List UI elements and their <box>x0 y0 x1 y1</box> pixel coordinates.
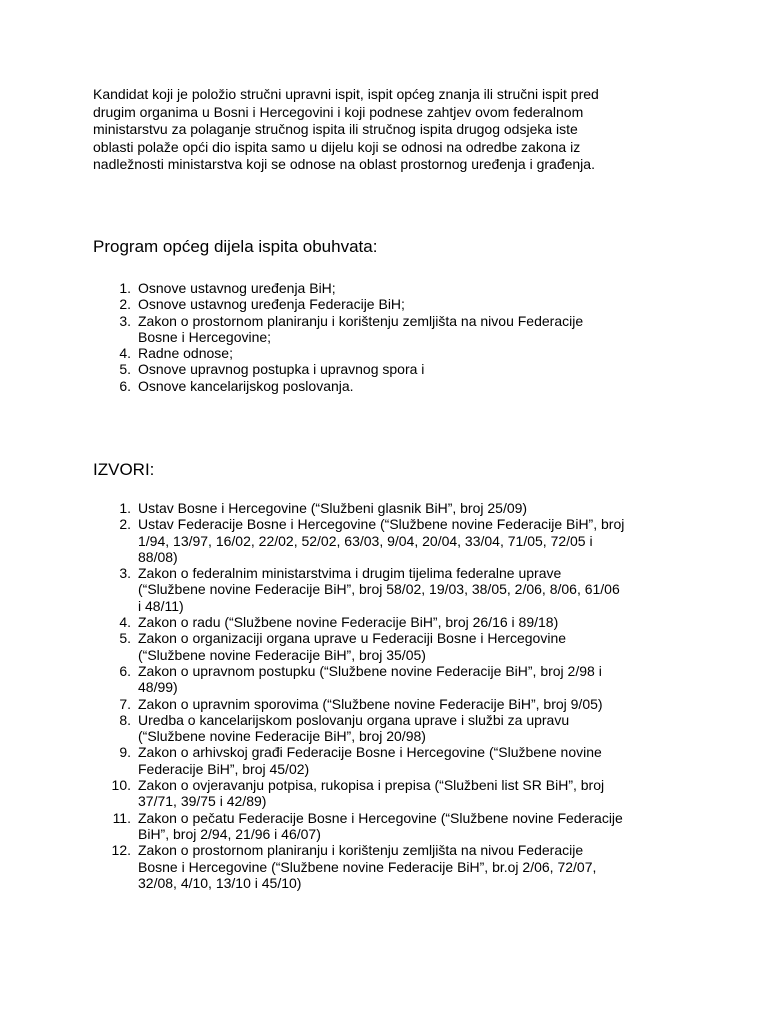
list-item-text: i 48/11) <box>138 597 184 614</box>
list-item-text: 88/08) <box>138 548 178 565</box>
list-item-number: 1. <box>119 280 131 296</box>
list-item-number: 5. <box>119 361 131 378</box>
list-item-text: Osnove ustavnog uređenja BiH; <box>138 280 336 296</box>
list-item-text: BiH”, broj 2/94, 21/96 i 46/07) <box>138 825 321 842</box>
list-item-text: (“Službene novine Federacije BiH”, broj 35/05) <box>138 646 426 663</box>
list-item-text: Zakon o upravnom postupku (“Službene novine Federacije BiH”, broj 2/98 i <box>138 662 602 679</box>
list-item-number: 7. <box>119 695 131 712</box>
list-item-text: Zakon o ovjeravanju potpisa, rukopisa i prepisa (“Službeni list SR BiH”, broj <box>138 777 605 794</box>
list-item-number: 6. <box>119 662 131 679</box>
list-item-text: (“Službene novine Federacije BiH”, broj 20/98) <box>138 728 426 745</box>
list-item-text: Bosne i Hercegovine (“Službene novine Federacije BiH”, br.oj 2/06, 72/07, <box>138 858 597 875</box>
program-item <box>93 313 693 346</box>
source-item <box>93 630 693 663</box>
intro-line: Kandidat koji je položio stručni upravni ispit, ispit općeg znanja ili stručni ispit pred <box>93 86 599 102</box>
list-item-number: 2. <box>119 516 131 533</box>
intro-line: nadležnosti ministarstva koji se odnose na oblast prostornog uređenja i građenja. <box>93 156 595 172</box>
list-item-text: Zakon o prostornom planiranju i korištenju zemljišta na nivou Federacije <box>138 842 584 859</box>
list-item-number: 10. <box>111 777 131 794</box>
source-item <box>93 663 693 696</box>
list-item-text: Ustav Federacije Bosne i Hercegovine (“Službene novine Federacije BiH”, broj <box>138 516 625 533</box>
source-item <box>93 712 693 745</box>
list-item-text: Osnove upravnog postupka i upravnog spora i <box>138 361 425 378</box>
source-item <box>93 516 693 565</box>
program-list <box>93 280 693 394</box>
list-item-text: Ustav Bosne i Hercegovine (“Službeni glasnik BiH”, broj 25/09) <box>138 500 528 516</box>
list-item-text: Uredba o kancelarijskom poslovanju organa uprave i službi za upravu <box>138 711 570 728</box>
source-item <box>93 842 693 891</box>
source-item <box>93 565 693 614</box>
list-item-number: 2. <box>119 296 131 313</box>
list-item-number: 8. <box>119 711 131 728</box>
list-item-text: Zakon o upravnim sporovima (“Službene novine Federacije BiH”, broj 9/05) <box>138 695 603 712</box>
list-item-text: 48/99) <box>138 679 178 696</box>
list-item-text: Zakon o organizaciji organa uprave u Federaciji Bosne i Hercegovine <box>138 630 567 647</box>
intro-line: drugim organima u Bosni i Hercegovini i koji podnese zahtjev ovom federalnom <box>93 103 584 120</box>
list-item-text: 1/94, 13/97, 16/02, 22/02, 52/02, 63/03, 9/04, 20/04, 33/04, 71/05, 72/05 i <box>138 532 593 549</box>
list-item-text: Zakon o pečatu Federacije Bosne i Hercegovine (“Službene novine Federacije <box>138 809 623 826</box>
list-item-text: Osnove kancelarijskog poslovanja. <box>138 377 354 394</box>
list-item-text: Osnove ustavnog uređenja Federacije BiH; <box>138 296 405 313</box>
list-item-text: Zakon o federalnim ministarstvima i drugim tijelima federalne uprave <box>138 565 562 582</box>
list-item-number: 3. <box>119 312 131 329</box>
sources-list <box>93 500 693 891</box>
source-item <box>93 810 693 843</box>
list-item-text: Zakon o arhivskoj građi Federacije Bosne i Hercegovine (“Službene novine <box>138 744 602 761</box>
intro-line: ministarstvu za polaganje stručnog ispita ili stručnog ispita drugog odsjeka iste <box>93 121 578 137</box>
source-item <box>93 744 693 777</box>
program-item <box>93 361 693 377</box>
source-item <box>93 777 693 810</box>
list-item-text: Radne odnose; <box>138 345 233 362</box>
list-item-text: Bosne i Hercegovine; <box>138 328 272 345</box>
list-item-text: Zakon o prostornom planiranju i korištenju zemljišta na nivou Federacije <box>138 312 584 329</box>
list-item-text: 37/71, 39/75 i 42/89) <box>138 793 267 810</box>
sources-heading: IZVORI: <box>93 460 155 479</box>
program-item <box>93 378 693 394</box>
program-item <box>93 280 693 296</box>
list-item-text: (“Službene novine Federacije BiH”, broj 58/02, 19/03, 38/05, 2/06, 8/06, 61/06 <box>138 581 620 598</box>
list-item-text: Federacije BiH”, broj 45/02) <box>138 760 310 777</box>
list-item-number: 12. <box>111 842 131 859</box>
list-item-number: 11. <box>112 809 131 826</box>
list-item-number: 9. <box>119 744 131 761</box>
list-item-number: 1. <box>119 500 131 516</box>
program-item <box>93 296 693 312</box>
list-item-number: 5. <box>119 630 131 647</box>
list-item-text: Zakon o radu (“Službene novine Federacije BiH”, broj 26/16 i 89/18) <box>138 614 559 631</box>
source-item <box>93 500 693 516</box>
list-item-number: 4. <box>119 614 131 631</box>
list-item-number: 3. <box>119 565 131 582</box>
list-item-number: 4. <box>119 345 131 362</box>
intro-paragraph <box>93 86 683 174</box>
source-item <box>93 696 693 712</box>
list-item-number: 6. <box>119 377 131 394</box>
intro-line: oblasti polaže opći dio ispita samo u dijelu koji se odnosi na odredbe zakona iz <box>93 138 581 155</box>
program-heading: Program općeg dijela ispita obuhvata: <box>93 237 378 256</box>
source-item <box>93 614 693 630</box>
program-item <box>93 345 693 361</box>
list-item-text: 32/08, 4/10, 13/10 i 45/10) <box>138 874 302 891</box>
